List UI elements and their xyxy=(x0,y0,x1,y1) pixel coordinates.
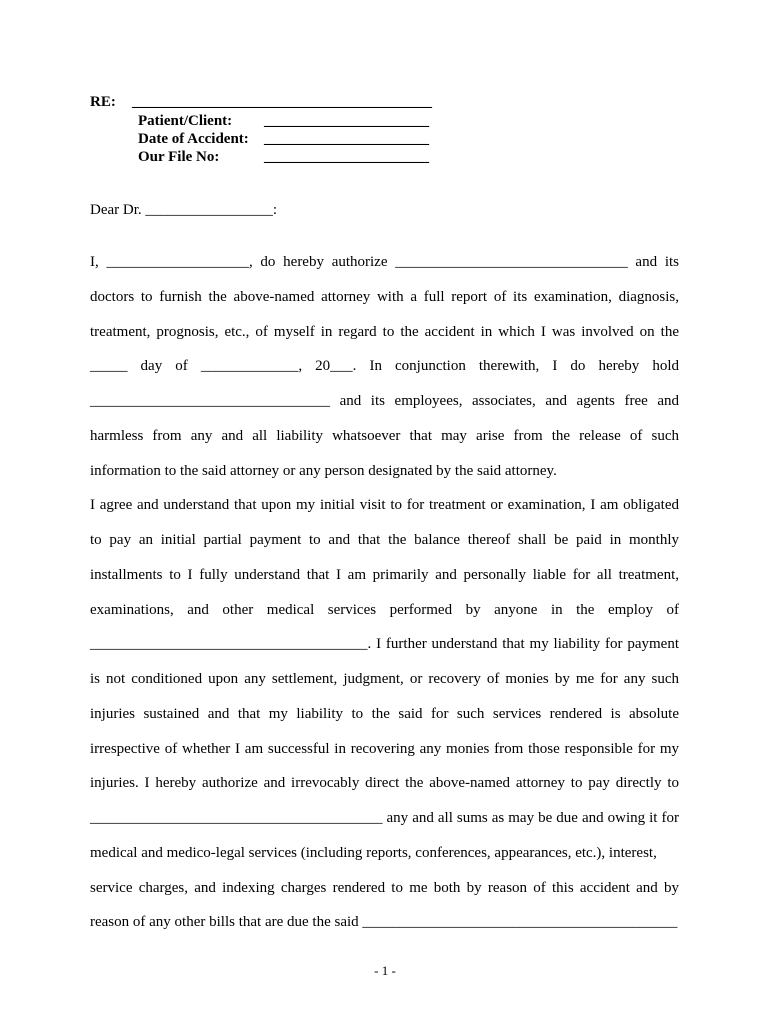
body-line: medical and medico-legal services (including reports, conferences, appearances, etc.), interest, xyxy=(90,844,657,861)
body-line: _______________________________________ any and all sums as may be due and owing it for xyxy=(90,810,679,826)
body-line: to pay an initial partial payment to and that the balance thereof shall be paid in monthly xyxy=(90,532,679,548)
body-line: reason of any other bills that are due the said __________________________________________ xyxy=(90,914,678,931)
body-line: I, ___________________, do hereby authorize _______________________________ and its xyxy=(90,254,679,270)
re-underline[interactable]: ________________________________________ xyxy=(132,94,432,110)
letter-body xyxy=(90,253,679,948)
body-line: treatment, prognosis, etc., of myself in regard to the accident in which I was involved on the xyxy=(90,323,679,340)
body-line: harmless from any and all liability whatsoever that may arise from the release of such xyxy=(90,427,679,444)
patient-client-field[interactable]: ______________________ xyxy=(264,113,429,129)
date-of-accident-field[interactable]: ______________________ xyxy=(264,131,429,147)
salutation: Dear Dr. _________________: xyxy=(90,202,278,218)
re-label: RE: xyxy=(90,94,116,110)
body-line: information to the said attorney or any person designated by the said attorney. xyxy=(90,462,557,479)
body-line: installments to I fully understand that I am primarily and personally liable for all treatment, xyxy=(90,566,679,583)
body-line: _____ day of _____________, 20___. In conjunction therewith, I do hereby hold xyxy=(90,358,679,375)
body-line: injuries. I hereby authorize and irrevocably direct the above-named attorney to pay directly to xyxy=(90,775,679,792)
body-line: examinations, and other medical services performed by anyone in the employ of xyxy=(90,601,679,618)
body-line: injuries sustained and that my liability to the said for such services rendered is absolute xyxy=(90,705,679,722)
body-line: _____________________________________. I further understand that my liability for payment xyxy=(90,636,679,653)
body-line: ________________________________ and its employees, associates, and agents free and xyxy=(90,393,679,409)
body-line: irrespective of whether I am successful in recovering any monies from those responsible for my xyxy=(90,740,679,757)
date-of-accident-label: Date of Accident: xyxy=(138,131,249,147)
patient-client-label: Patient/Client: xyxy=(138,113,233,129)
body-line: is not conditioned upon any settlement, judgment, or recovery of monies by me for any such xyxy=(90,671,679,687)
body-line: doctors to furnish the above-named attorney with a full report of its examination, diagnosis, xyxy=(90,288,679,305)
body-line: service charges, and indexing charges rendered to me both by reason of this accident and by xyxy=(90,879,679,896)
page-number: - 1 - xyxy=(374,963,396,978)
our-file-no-label: Our File No: xyxy=(138,149,220,165)
body-line: I agree and understand that upon my initial visit to for treatment or examination, I am obligated xyxy=(90,497,679,514)
our-file-no-field[interactable]: ______________________ xyxy=(264,149,429,165)
